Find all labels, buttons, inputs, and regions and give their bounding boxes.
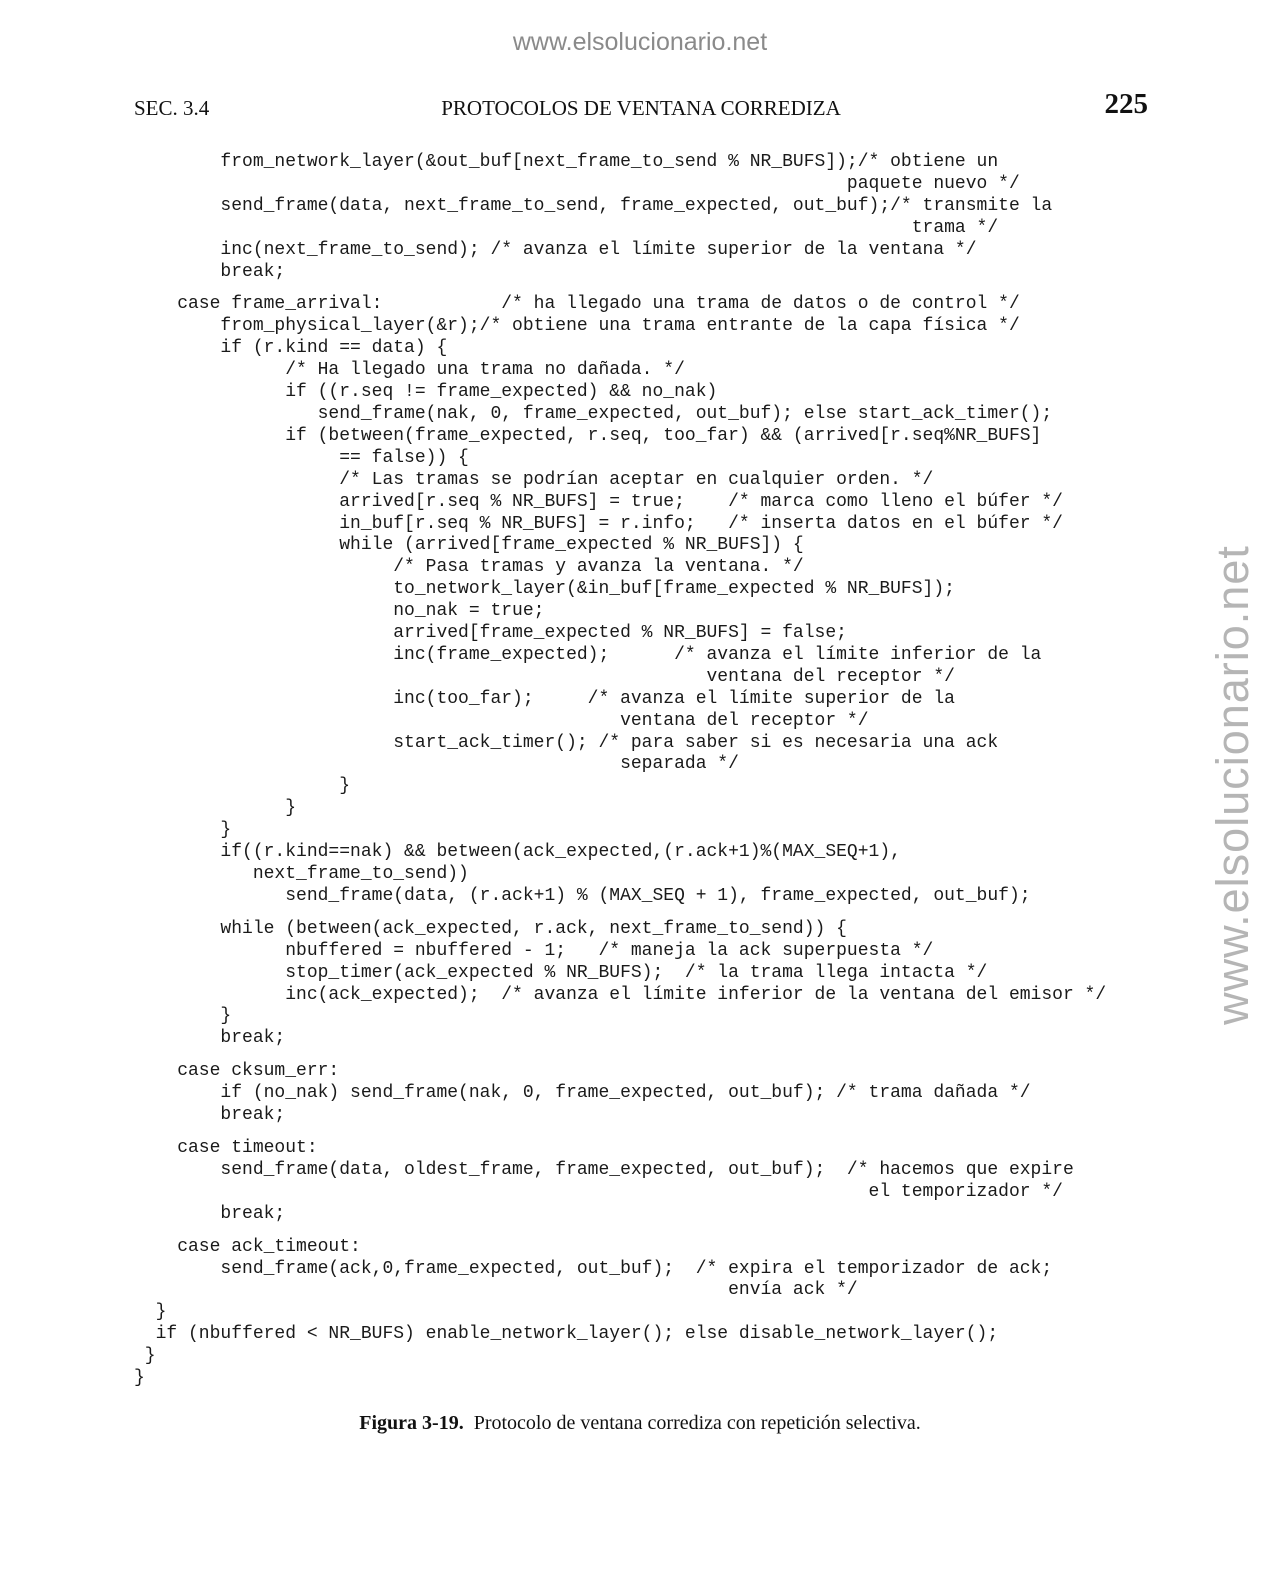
code-line: ventana del receptor */ (134, 710, 869, 731)
code-line: if (no_nak) send_frame(nak, 0, frame_expected, out_buf); /* trama dañada */ (134, 1083, 1031, 1104)
code-line: to_network_layer(&in_buf[frame_expected % NR_BUFS]); (134, 579, 955, 600)
page-header (134, 88, 1148, 128)
code-line: paquete nuevo */ (134, 173, 1020, 194)
code-line: nbuffered = nbuffered - 1; /* maneja la ack superpuesta */ (134, 940, 934, 961)
watermark-top: www.elsolucionario.net (512, 28, 768, 56)
code-line: break; (134, 1105, 286, 1126)
code-line: send_frame(ack,0,frame_expected, out_buf); /* expira el temporizador de ack; (134, 1258, 1053, 1279)
code-line: el temporizador */ (134, 1181, 1063, 1202)
code-line: break; (134, 1203, 286, 1224)
code-line: from_network_layer(&out_buf[next_frame_to_send % NR_BUFS]);/* obtiene un (134, 152, 999, 172)
code-gap (134, 1050, 1106, 1061)
code-line: /* Pasa tramas y avanza la ventana. */ (134, 557, 804, 578)
code-line: == false)) { (134, 447, 469, 468)
code-line: next_frame_to_send)) (134, 864, 469, 884)
figure-caption (0, 1412, 1280, 1435)
code-line: separada */ (134, 754, 739, 775)
code-line: } (134, 798, 297, 819)
code-gap (134, 1226, 1106, 1237)
code-line: } (134, 820, 232, 841)
code-line: break; (134, 1028, 286, 1049)
code-line: if (r.kind == data) { (134, 338, 448, 359)
code-line: ventana del receptor */ (134, 666, 955, 687)
page-number: 225 (1104, 88, 1148, 120)
code-line: inc(next_frame_to_send); /* avanza el límite superior de la ventana */ (134, 239, 977, 260)
code-line: case ack_timeout: (134, 1236, 361, 1257)
code-line: trama */ (134, 217, 999, 238)
running-title: PROTOCOLOS DE VENTANA CORREDIZA (441, 96, 841, 120)
code-line: } (134, 1368, 145, 1389)
code-gap (134, 908, 1106, 919)
code-line: inc(ack_expected); /* avanza el límite inferior de la ventana del emisor */ (134, 984, 1107, 1005)
section-label: SEC. 3.4 (134, 96, 210, 120)
code-listing (134, 152, 1106, 1390)
code-line: /* Ha llegado una trama no dañada. */ (134, 360, 685, 381)
code-line: send_frame(data, oldest_frame, frame_expected, out_buf); /* hacemos que expire (134, 1159, 1074, 1180)
code-line: } (134, 1346, 156, 1367)
code-line: /* Las tramas se podrían aceptar en cualquier orden. */ (134, 469, 934, 490)
code-line: case frame_arrival: /* ha llegado una trama de datos o de control */ (134, 294, 1020, 315)
code-line: } (134, 776, 351, 797)
code-line: send_frame(nak, 0, frame_expected, out_buf); else start_ack_timer(); (134, 403, 1053, 424)
code-line: arrived[r.seq % NR_BUFS] = true; /* marca como lleno el búfer */ (134, 491, 1063, 512)
figure-caption-text: Protocolo de ventana corrediza con repetición selectiva. (473, 1412, 921, 1434)
code-line: envía ack */ (134, 1280, 858, 1301)
figure-label: Figura 3-19. (359, 1412, 464, 1434)
watermark-side: www.elsolucionario.net (1207, 545, 1258, 1025)
code-line: if (nbuffered < NR_BUFS) enable_network_layer(); else disable_network_layer(); (134, 1324, 999, 1345)
code-line: if (between(frame_expected, r.seq, too_far) && (arrived[r.seq%NR_BUFS] (134, 425, 1042, 446)
code-line: send_frame(data, next_frame_to_send, frame_expected, out_buf);/* transmite la (134, 195, 1053, 216)
code-line: if ((r.seq != frame_expected) && no_nak) (134, 382, 718, 403)
code-line: no_nak = true; (134, 601, 545, 622)
code-line: while (arrived[frame_expected % NR_BUFS]) { (134, 535, 804, 556)
code-line: while (between(ack_expected, r.ack, next_frame_to_send)) { (134, 918, 847, 939)
code-line: stop_timer(ack_expected % NR_BUFS); /* la trama llega intacta */ (134, 962, 988, 983)
code-line: break; (134, 261, 286, 282)
code-line: inc(frame_expected); /* avanza el límite inferior de la (134, 644, 1042, 665)
code-line: start_ack_timer(); /* para saber si es necesaria una ack (134, 732, 999, 753)
code-line: send_frame(data, (r.ack+1) % (MAX_SEQ + 1), frame_expected, out_buf); (134, 885, 1031, 906)
code-gap (134, 1127, 1106, 1138)
code-gap (134, 283, 1106, 294)
code-line: case timeout: (134, 1137, 318, 1158)
code-line: case cksum_err: (134, 1061, 340, 1082)
code-line: arrived[frame_expected % NR_BUFS] = false; (134, 623, 847, 644)
code-line: in_buf[r.seq % NR_BUFS] = r.info; /* inserta datos en el búfer */ (134, 513, 1063, 534)
code-line: from_physical_layer(&r);/* obtiene una trama entrante de la capa física */ (134, 316, 1020, 337)
code-line: inc(too_far); /* avanza el límite superior de la (134, 688, 955, 709)
code-line: } (134, 1302, 167, 1323)
code-line: } (134, 1006, 232, 1027)
code-line: if((r.kind==nak) && between(ack_expected,(r.ack+1)%(MAX_SEQ+1), (134, 842, 901, 863)
